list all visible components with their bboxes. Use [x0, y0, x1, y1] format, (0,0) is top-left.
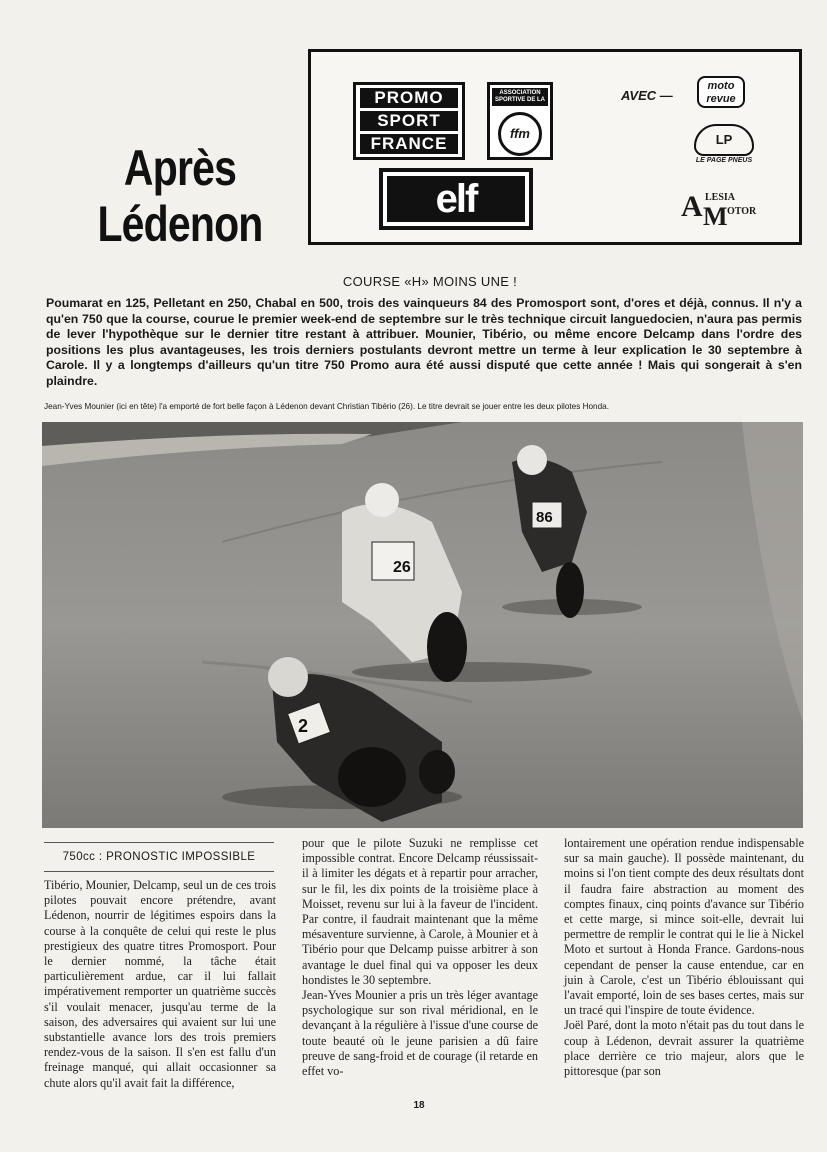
paragraph: pour que le pilote Suzuki ne remplisse cet impossible contrat. Encore Delcamp réussissait-il à limiter les dégats et à repartir pour arracher, sur le fil, les dix points de la troisième place à Moisset, revenu sur lui à la faveur de l'incident. Par contre, il faudrait maintenant que la même mésaventure survienne, à Carole, à Mounier et à Tibério pour que Delcamp puisse arbitrer à son avantage le duel final qui va opposer les deux hondistes le 30 septembre. [302, 836, 538, 987]
section-heading: 750cc : PRONOSTIC IMPOSSIBLE [44, 842, 274, 872]
bike-number-2: 2 [298, 716, 309, 736]
title-line-2: Lédenon [97, 196, 263, 252]
alesia-motor-logo [681, 190, 765, 234]
bike-number-26: 26 [393, 559, 411, 576]
association-text: ASSOCIATION SPORTIVE DE LA [492, 88, 548, 106]
column-1 [44, 878, 276, 1091]
ffm-emblem: ffm [498, 112, 542, 156]
photo-caption: Jean-Yves Mounier (ici en tête) l'a emporté de fort belle façon à Lédenon devant Christian Tibério (26). Le titre devrait se jouer entre les deux pilotes Honda. [44, 402, 609, 411]
alesia-word: LESIA [705, 192, 736, 203]
lead-paragraph: Poumarat en 125, Pelletant en 250, Chabal en 500, trois des vainqueurs 84 des Promosport sont, d'ores et déjà, connus. Il n'y a qu'en 750 que la course, courue le premier week-end de septembre sur le très technique circuit languedocien, n'aura pas permis de lever l'hypothèque sur le dernier titre restant à attribuer. Mounier, Tibério, ou même encore Delcamp dans l'ordre des positions les plus avantageuses, les trois derniers postulants devront mettre un terme à leur explication le 30 septembre à Carole. Il y a longtemps d'ailleurs qu'un titre 750 Promo aura été aussi disputé que cette année ! Mais qui songerait à s'en plaindre. [46, 296, 802, 388]
moto-revue-logo: moto revue [697, 76, 745, 108]
title-line-1: Après [123, 140, 237, 196]
paragraph: Jean-Yves Mounier a pris un très léger avantage psychologique sur son rival méridional, en le devançant à la régulière à l'issue d'une course de toute beauté où le jeune parisien a dû faire preuve de sang-froid et de courage (il retarde en effet vo- [302, 988, 538, 1079]
column-2 [302, 836, 538, 1079]
showthrough-left [60, 14, 300, 134]
elf-logo [379, 168, 533, 230]
paragraph: lontairement une opération rendue indispensable sur sa main gauche). Il possède maintenant, du moins si l'on tient compte des deux résultats dont il faudra faire abstraction au moment des comptes finaux, cinq points d'avance sur Tibério et cette marge, si mince soit-elle, devrait lui permettre de remplir le contrat qui le lie à Nickel Moto et surtout à Honda France. Gardons-nous cependant de penser la cause entendue, car en juin à Carole, c'est un Tibério éblouissant qui l'avait emporté, loin de ses bases certes, mais sur un tracé qui l'inspire de toute évidence. [564, 836, 804, 1018]
ffm-logo [487, 82, 553, 160]
lp-emblem: LP [694, 124, 754, 156]
alesia-letter-a: A [681, 190, 703, 223]
race-photo [42, 422, 803, 828]
avec-label: AVEC — [621, 88, 673, 103]
paragraph: Tibério, Mounier, Delcamp, seul un de ces trois pilotes pouvait encore prétendre, avant Lédenon, nourrir de légitimes espoirs dans la course à la conquête de celui qui reste le plus prestigieux des quatre titres Promosport. Pour le dernier nommé, la tâche était particulièrement ardue, car il lui fallait impérativement remporter un quatrième succès s'il voulait menacer, jusqu'au terme de la saison, des adversaires qui avaient sur lui une substantielle avance lors des trois premiers rendez-vous de la saison. Il s'en est fallu d'un freinage manqué, qui allait occasionner sa chute alors qu'il avait fait la différence, [44, 878, 276, 1090]
motor-word: OTOR [727, 206, 757, 217]
bike-number-86: 86 [536, 509, 553, 526]
article-headline: COURSE «H» MOINS UNE ! [342, 274, 518, 289]
promo-line: FRANCE [360, 134, 458, 154]
article-title [82, 140, 279, 252]
promosport-logo [353, 82, 465, 160]
le-page-pneus-logo [679, 124, 769, 168]
column-3 [564, 836, 804, 1079]
sponsor-box [308, 49, 802, 245]
page-number: 18 [413, 1100, 425, 1111]
lp-subtitle: LE PAGE PNEUS [695, 157, 753, 164]
promo-line: PROMO [360, 88, 458, 108]
paragraph: Joël Paré, dont la moto n'était pas du tout dans le coup à Lédenon, devrait assurer la quatrième place derrière ce trio majeur, alors que le pittoresque (par son [564, 1018, 804, 1079]
elf-wordmark: elf [387, 176, 525, 222]
promo-line: SPORT [360, 111, 458, 131]
alesia-letter-m: M [703, 202, 728, 231]
